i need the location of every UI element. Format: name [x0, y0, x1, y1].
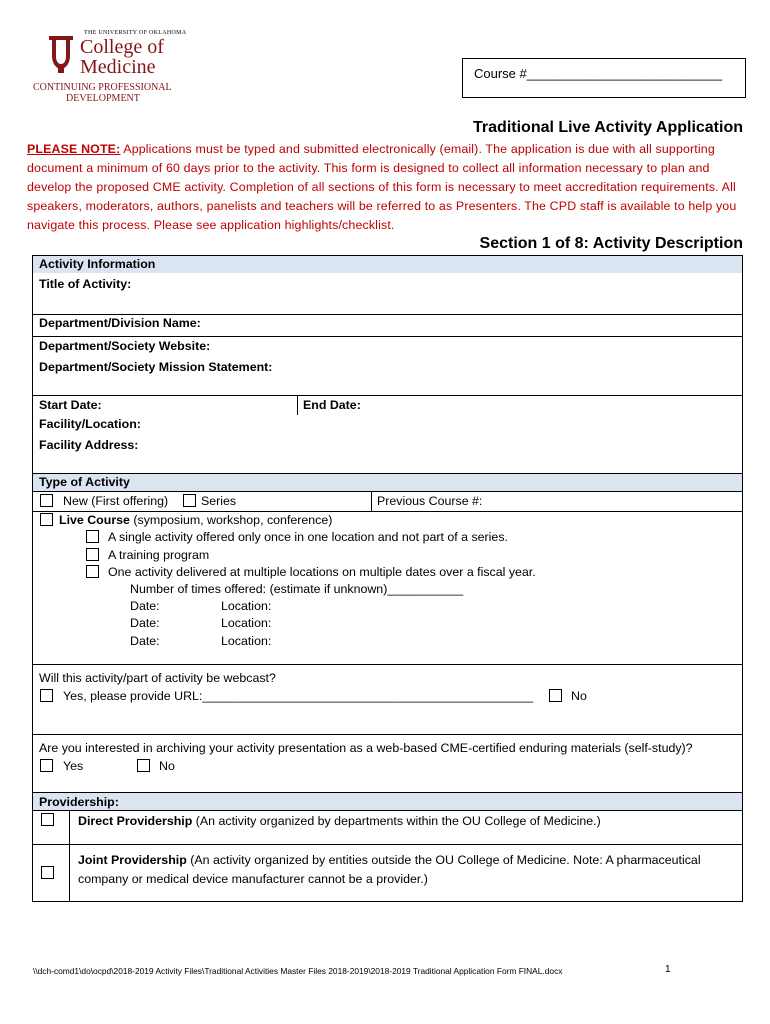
- archive-yes-label: Yes: [63, 759, 84, 773]
- footer-file-path: \\dch-comd1\do\ocpd\2018-2019 Activity Files\Traditional Activities Master Files 2018-2019\2018-2019 Traditional Application Form FINAL.docx: [33, 966, 563, 976]
- series-checkbox[interactable]: [183, 494, 196, 507]
- direct-providership-row: [78, 814, 601, 828]
- new-offering-label: New (First offering): [63, 494, 169, 508]
- facility-address-label: Facility Address:: [39, 438, 139, 452]
- direct-providership-label: Direct Providership: [78, 814, 193, 828]
- live-course-row: [59, 513, 332, 527]
- joint-providership-row: [78, 851, 733, 889]
- logo-college-text: College of: [80, 36, 164, 58]
- live-course-checkbox[interactable]: [40, 513, 53, 526]
- joint-providership-desc: (An activity organized by entities outside the OU College of Medicine. Note: A pharmaceutical company or medical device manufacturer cannot be a provider.): [78, 853, 701, 886]
- webcast-question: Will this activity/part of activity be webcast?: [39, 671, 276, 685]
- ou-logo-icon: [46, 34, 76, 74]
- facility-location-label: Facility/Location:: [39, 417, 141, 431]
- webcast-no-label: No: [571, 689, 587, 703]
- end-date-label: End Date:: [303, 398, 361, 412]
- logo-cpd-line1: CONTINUING PROFESSIONAL: [33, 82, 172, 93]
- joint-providership-checkbox[interactable]: [41, 866, 54, 879]
- date-label: Date:: [130, 599, 160, 613]
- please-note: [27, 140, 747, 235]
- multiple-locations-checkbox[interactable]: [86, 565, 99, 578]
- location-label: Location:: [221, 616, 272, 630]
- department-website-label: Department/Society Website:: [39, 339, 211, 353]
- date-label: Date:: [130, 616, 160, 630]
- direct-providership-desc: (An activity organized by departments within the OU College of Medicine.): [192, 814, 601, 828]
- series-label: Series: [201, 494, 237, 508]
- providership-heading: Providership:: [39, 795, 119, 809]
- single-activity-checkbox[interactable]: [86, 530, 99, 543]
- previous-course-label: Previous Course #:: [377, 494, 483, 508]
- times-offered-label: Number of times offered: (estimate if unknown)___________: [130, 582, 464, 596]
- training-program-checkbox[interactable]: [86, 548, 99, 561]
- note-label: PLEASE NOTE:: [27, 142, 121, 156]
- archive-no-label: No: [159, 759, 175, 773]
- type-of-activity-heading: Type of Activity: [39, 475, 130, 489]
- location-label: Location:: [221, 634, 272, 648]
- logo-university-text: THE UNIVERSITY OF OKLAHOMA: [84, 30, 187, 36]
- start-date-label: Start Date:: [39, 398, 102, 412]
- single-activity-label: A single activity offered only once in one location and not part of a series.: [108, 530, 508, 544]
- archive-no-checkbox[interactable]: [137, 759, 150, 772]
- archive-question: Are you interested in archiving your activity presentation as a web-based CME-certified enduring materials (self-study)?: [39, 741, 693, 755]
- live-course-label: Live Course: [59, 513, 130, 527]
- joint-providership-label: Joint Providership: [78, 853, 187, 867]
- live-course-desc: (symposium, workshop, conference): [129, 513, 333, 527]
- logo-medicine-text: Medicine: [80, 56, 156, 78]
- archive-yes-checkbox[interactable]: [40, 759, 53, 772]
- page-number: 1: [665, 964, 671, 975]
- activity-info-heading: Activity Information: [39, 257, 156, 271]
- training-program-label: A training program: [108, 548, 210, 562]
- location-label: Location:: [221, 599, 272, 613]
- title-of-activity-label: Title of Activity:: [39, 277, 132, 291]
- multiple-locations-label: One activity delivered at multiple locations on multiple dates over a fiscal year.: [108, 565, 536, 579]
- webcast-yes-label: Yes, please provide URL:________________________________________________: [63, 689, 534, 703]
- note-text: Applications must be typed and submitted electronically (email). The application is due with all supporting document a minimum of 60 days prior to the activity. This form is designed to collect all information necessary to plan and develop the proposed CME activity. Completion of all sections of this form is necessary to meet accreditation requirements. All speakers, moderators, authors, panelists and teachers will be referred to as Presenters. The CPD staff is available to help you navigate this process. Please see application highlights/checklist.: [27, 142, 737, 232]
- date-label: Date:: [130, 634, 160, 648]
- direct-providership-checkbox[interactable]: [41, 813, 54, 826]
- mission-statement-label: Department/Society Mission Statement:: [39, 360, 273, 374]
- course-number-label: Course #___________________________: [474, 66, 722, 81]
- section-title: Section 1 of 8: Activity Description: [479, 235, 743, 252]
- logo-cpd-line2: DEVELOPMENT: [66, 93, 140, 104]
- new-offering-checkbox[interactable]: [40, 494, 53, 507]
- webcast-yes-checkbox[interactable]: [40, 689, 53, 702]
- page-title: Traditional Live Activity Application: [473, 119, 743, 136]
- department-name-label: Department/Division Name:: [39, 316, 201, 330]
- webcast-no-checkbox[interactable]: [549, 689, 562, 702]
